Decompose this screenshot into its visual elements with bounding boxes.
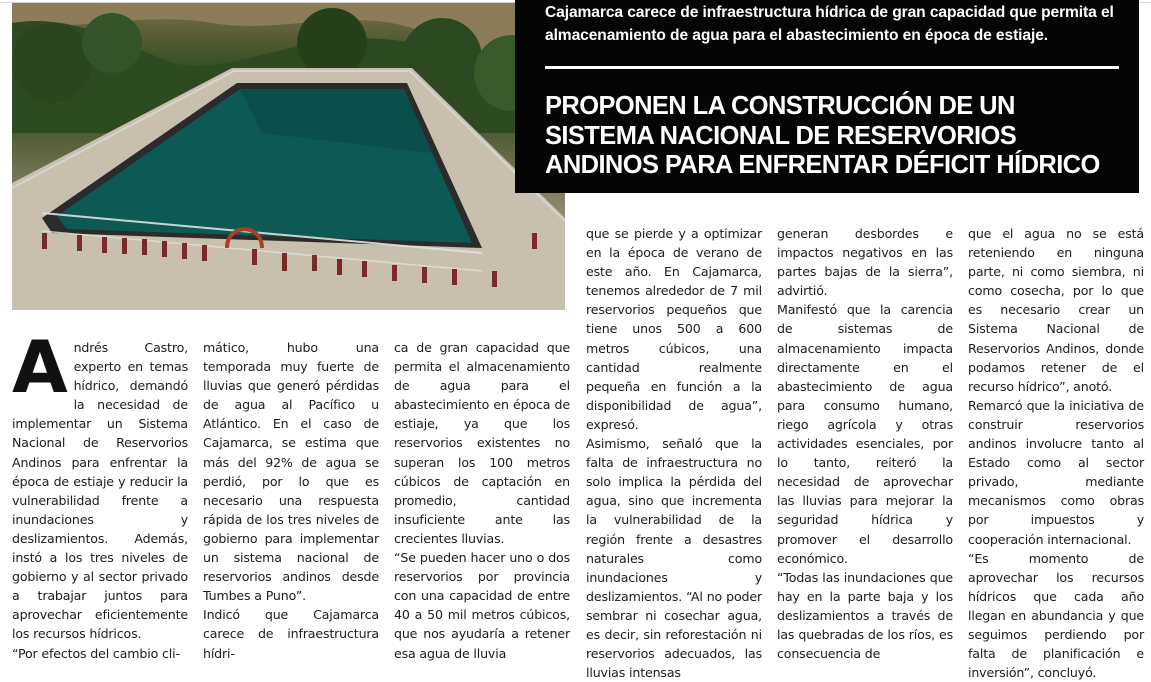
tree	[12, 23, 92, 103]
paragraph: que se pierde y a optimizar en la época de verano de este año. En Cajamarca, tenemos alrededor de 7 mil reservorios pequeños que tiene unos 500 a 600 metros cúbicos, una cantidad realmente pequeña en función a la disponibilidad de agua”, expresó.	[586, 226, 762, 432]
headline-box	[515, 0, 1139, 193]
article-column-4	[586, 224, 762, 682]
paragraph: ca de gran capacidad que permita el almacenamiento de agua para el abastecimiento en época de estiaje, ya que los reservorios existentes no superan los 100 metros cúbicos de captación en promedio, cantidad insuficiente ante las crecientes lluvias.	[394, 340, 570, 546]
paragraph: Asimismo, señaló que la falta de infraestructura no solo implica la pérdida del agua, sino que incrementa la vulnerabilidad de la región frente a desastres naturales como inundaciones y deslizamientos. “Al no poder sembrar ni cosechar agua, es decir, sin reforestación ni reservorios adecuados, las lluvias intensas	[586, 436, 762, 681]
paragraph: “Se pueden hacer uno o dos reservorios por provincia con una capacidad de entre 40 a 50 mil metros cúbicos, que nos ayudaría a retener esa agua de lluvia	[394, 550, 570, 661]
paragraph: “Es momento de aprovechar los recursos hídricos que cada año llegan en abundancia y que seguimos perdiendo por falta de planificación e inversión”, concluyó.	[968, 550, 1144, 681]
reservoir-photo-illustration	[12, 3, 565, 310]
article-column-1	[12, 325, 188, 663]
tree	[297, 8, 367, 78]
headline-divider	[545, 66, 1119, 69]
paragraph: Indicó que Cajamarca carece de infraestructura hídri-	[203, 607, 379, 661]
paragraph: ndrés Castro, experto en temas hídrico, demandó la necesidad de implementar un Sistema Nacional de Reservorios Andinos para enfrentar la época de estiaje y reducir la vulnerabilidad frente a inundaciones y deslizamientos. Además, instó a los tres niveles de gobierno y al sector privado a trabajar juntos para aprovechar eficientemente los recursos hídricos.	[12, 340, 188, 642]
article-column-2	[203, 338, 379, 663]
article-column-3	[394, 338, 570, 663]
paragraph: “Por efectos del cambio cli-	[12, 645, 180, 661]
paragraph: “Todas las inundaciones que hay en la parte baja y los deslizamientos a través de las quebradas de los ríos, es consecuencia de	[777, 569, 953, 662]
paragraph: generan desbordes e impactos negativos en las partes bajas de la sierra”, advirtió.	[777, 226, 953, 299]
drop-cap: A	[12, 325, 68, 409]
article-headline: PROPONEN LA CONSTRUCCIÓN DE UN SISTEMA NACIONAL DE RESERVORIOS ANDINOS PARA ENFRENTAR DÉFICIT HÍDRICO	[545, 90, 1100, 179]
paragraph: mático, hubo una temporada muy fuerte de lluvias que generó pérdidas de agua al Pacífico u Atlántico. En el caso de Cajamarca, se estima que más del 92% de agua se perdió, por lo que es necesario una respuesta rápida de los tres niveles de gobierno para implementar un sistema nacional de reservorios andinos desde Tumbes a Puno”.	[203, 340, 379, 604]
paragraph: Manifestó que la carencia de sistemas de almacenamiento impacta directamente en el abastecimiento de agua para consumo humano, riego agrícola y otras actividades esenciales, por lo tanto, reiteró la necesidad de aprovechar las lluvias para mejorar la seguridad hídrica y promover el desarrollo económico.	[777, 302, 953, 566]
paragraph: Remarcó que la iniciativa de construir reservorios andinos involucre tanto al Estado como al sector privado, mediante mecanismos como obras por impuestos y cooperación internacional.	[968, 397, 1144, 547]
article-column-5	[777, 224, 953, 663]
article-deck: Cajamarca carece de infraestructura hídrica de gran capacidad que permita el almacenamiento de agua para el abastecimiento en época de estiaje.	[545, 4, 1114, 44]
reservoir-photo	[12, 3, 565, 310]
article-column-6	[968, 224, 1144, 682]
tree	[82, 13, 142, 73]
paragraph: que el agua no se está reteniendo en ninguna parte, ni como siembra, ni como cosecha, por lo que es necesario crear un Sistema Nacional de Reservorios Andinos, donde podamos retener de el recurso hídrico”, anotó.	[968, 226, 1144, 394]
